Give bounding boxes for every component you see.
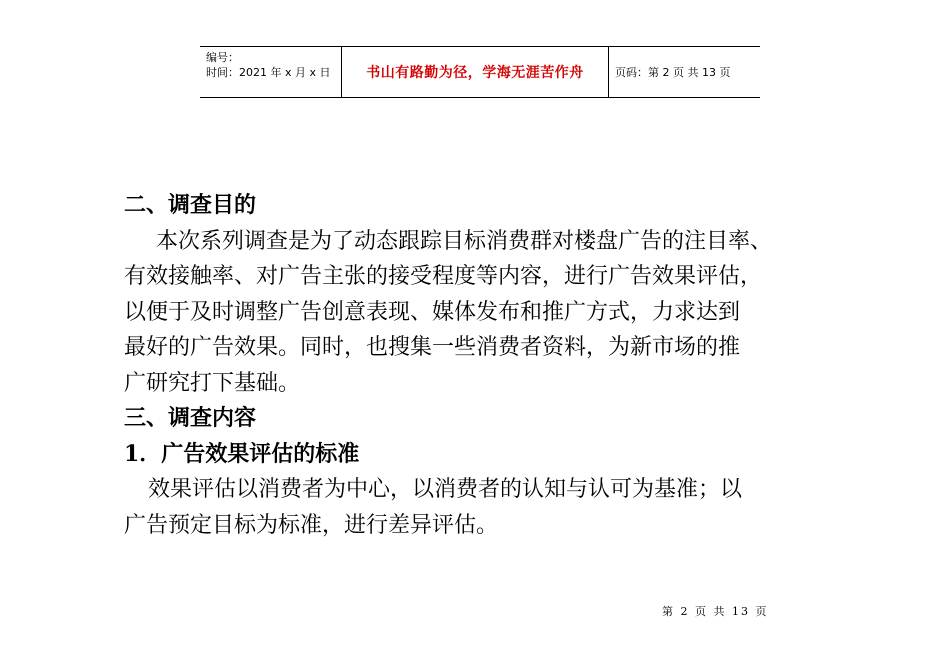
page-footer: 第 2 页 共 13 页 bbox=[662, 605, 769, 618]
page-header bbox=[200, 46, 760, 98]
paragraph-line: 广研究打下基础。 bbox=[124, 370, 301, 396]
paragraph-line: 以便于及时调整广告创意表现、媒体发布和推广方式，力求达到 bbox=[124, 299, 741, 325]
section-heading-purpose: 二、调查目的 bbox=[124, 192, 257, 218]
paragraph-line: 本次系列调查是为了动态跟踪目标消费群对楼盘广告的注目率、 bbox=[156, 228, 773, 254]
standard-paragraph bbox=[124, 472, 844, 543]
subsection-heading-standard: 1．广告效果评估的标准 bbox=[124, 440, 360, 467]
header-page-info: 页码：第 2 页 共 13 页 bbox=[615, 66, 731, 79]
header-motto: 书山有路勤为径，学海无涯苦作舟 bbox=[342, 47, 609, 97]
paragraph-line: 有效接触率、对广告主张的接受程度等内容，进行广告效果评估， bbox=[124, 264, 763, 289]
paragraph-line: 效果评估以消费者为中心，以消费者的认知与认可为基准；以 bbox=[148, 477, 743, 502]
document-date: 时间：2021 年 x 月 x 日 bbox=[206, 66, 331, 79]
paragraph-line: 广告预定目标为标准，进行差异评估。 bbox=[124, 512, 499, 538]
document-body bbox=[124, 188, 844, 543]
section-heading-content: 三、调查内容 bbox=[124, 405, 257, 431]
header-meta bbox=[200, 47, 342, 97]
paragraph-line: 最好的广告效果。同时，也搜集一些消费者资料，为新市场的推 bbox=[124, 335, 741, 360]
purpose-paragraph bbox=[124, 224, 844, 402]
document-number-label: 编号： bbox=[206, 51, 239, 64]
